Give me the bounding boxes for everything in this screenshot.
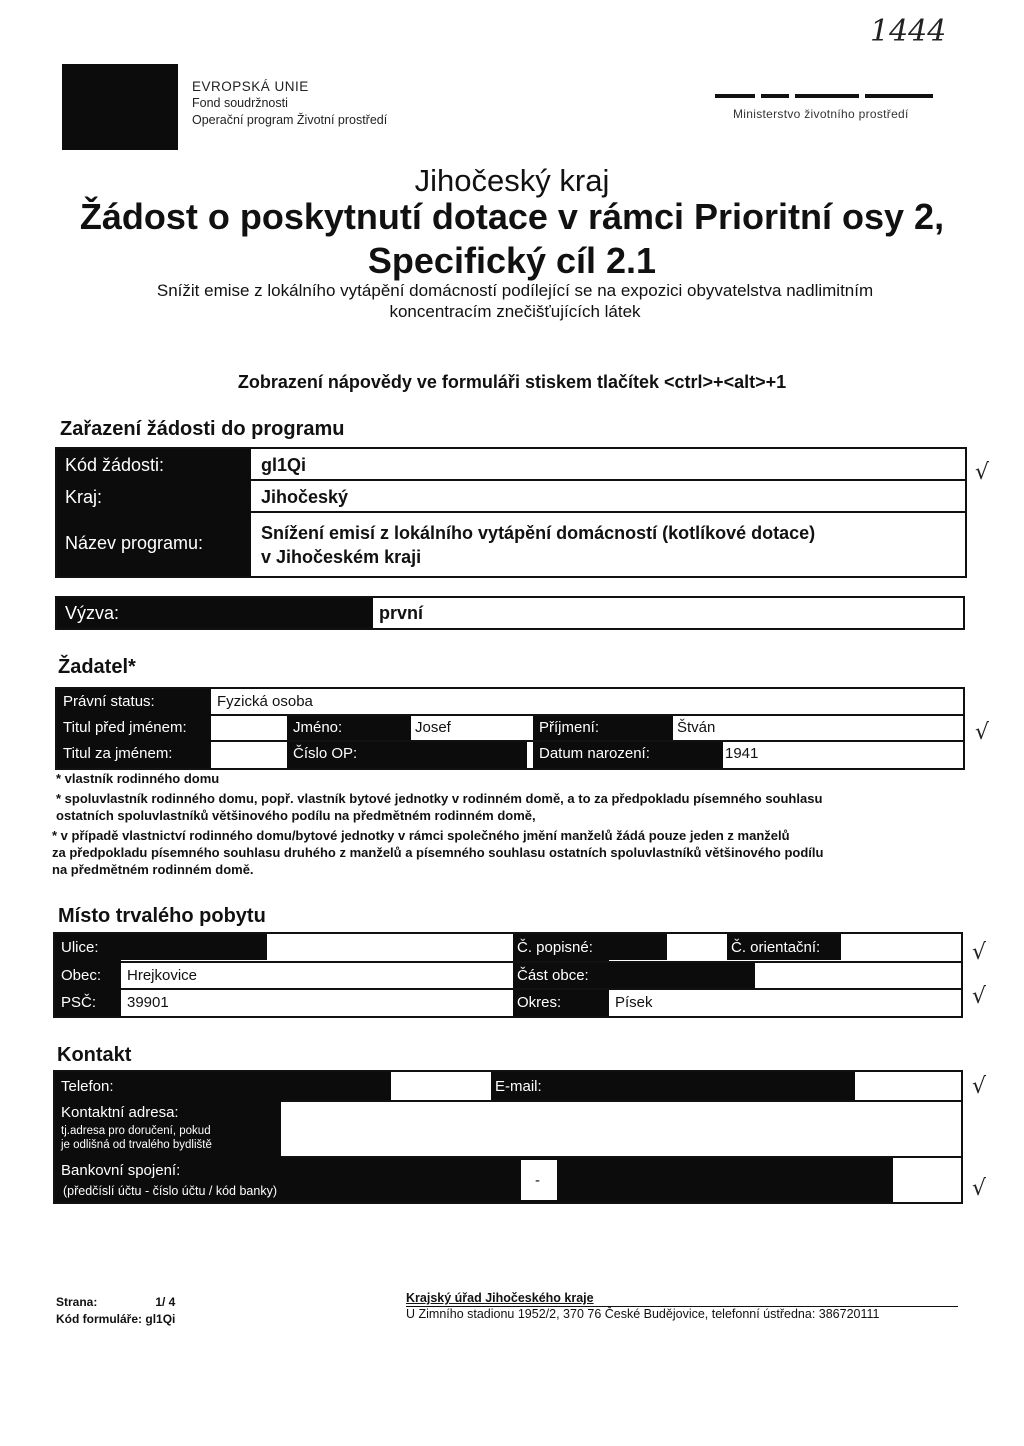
code-value: gl1Qi [261, 455, 307, 475]
call-label: Výzva: [65, 603, 120, 623]
id-card-label: Číslo OP: [293, 745, 358, 762]
footer-right [406, 1291, 958, 1322]
first-name-value: Josef [415, 719, 451, 736]
city-part-label: Část obce: [517, 967, 589, 984]
form-code-label: Kód formuláře: [56, 1312, 143, 1326]
email-label: E-mail: [495, 1078, 542, 1095]
applicant-note-1: * vlastník rodinného domu [56, 771, 220, 786]
applicant-note-2 [56, 790, 966, 824]
surname-label: Příjmení: [539, 719, 600, 736]
street-label: Ulice: [61, 939, 99, 956]
program-name-line1: Snížení emisí z lokálního vytápění domácností (kotlíkové dotace) [261, 523, 816, 543]
contact-address-hint [61, 1124, 212, 1152]
address-hint-line2: je odlišná od trvalého bydliště [61, 1139, 212, 1151]
office-address: U Zimního stadionu 1952/2, 370 76 České Budějovice, telefonní ústředna: 386720111 [406, 1306, 958, 1322]
check-mark: √ [972, 1074, 987, 1099]
footer-left [56, 1294, 175, 1328]
phone-redacted [281, 1072, 391, 1100]
form-title-line1: Žádost o poskytnutí dotace v rámci Prioritní osy 2, [79, 196, 945, 237]
eu-fund-text [192, 78, 387, 129]
program-name-label: Název programu: [65, 533, 204, 553]
district-value: Písek [615, 994, 653, 1011]
region-value: Jihočeský [261, 487, 349, 507]
check-mark: √ [972, 1176, 987, 1201]
check-mark: √ [972, 940, 987, 965]
eu-line3: Operační program Životní prostředí [192, 113, 388, 127]
form-subtitle [100, 280, 930, 322]
note-2-line2: ostatních spoluvlastníků většinového podílu na předmětném rodinném domě, [56, 808, 536, 823]
note-3-line1: * v případě vlastnictví rodinného domu/bytové jednotky v rámci společného jmění manželů žádá pouze jeden z manželů [52, 828, 790, 843]
program-table [55, 447, 967, 578]
bank-label: Bankovní spojení: [61, 1162, 181, 1179]
note-3-line3: na předmětném rodinném domě. [52, 862, 254, 877]
applicant-table [55, 687, 965, 770]
help-hint: Zobrazení nápovědy ve formuláři stiskem tlačítek <ctrl>+<alt>+1 [237, 372, 787, 392]
form-code-value: gl1Qi [145, 1312, 176, 1326]
program-name-value [261, 521, 815, 569]
region-label: Kraj: [65, 487, 103, 507]
call-value: první [379, 603, 424, 623]
section-heading-applicant: Žadatel* [58, 656, 136, 678]
city-label: Obec: [61, 967, 102, 984]
bank-dash: - [535, 1172, 540, 1189]
address-hint-line1: tj.adresa pro doručení, pokud [61, 1125, 211, 1137]
call-row [55, 596, 965, 630]
city-part-redacted [609, 962, 755, 988]
phone-label: Telefon: [61, 1078, 114, 1095]
region-title: Jihočeský kraj [414, 163, 610, 198]
orient-no-label: Č. orientační: [731, 939, 821, 956]
handwritten-number: 1444 [870, 14, 947, 49]
birth-date-redacted [673, 741, 723, 768]
page-value: 1/ 4 [155, 1295, 176, 1309]
id-card-redacted [411, 741, 527, 768]
contact-address-label: Kontaktní adresa: [61, 1104, 179, 1121]
page-label: Strana: [56, 1295, 98, 1309]
bank-hint: (předčíslí účtu - číslo účtu / kód banky) [63, 1184, 277, 1198]
office-name: Krajský úřad Jihočeského kraje [406, 1291, 594, 1305]
section-heading-contact: Kontakt [57, 1044, 132, 1066]
birth-date-value: 1941 [725, 745, 759, 762]
legal-status-value: Fyzická osoba [217, 693, 313, 710]
ministry-name: Ministerstvo životního prostředí [733, 107, 909, 121]
eu-line1: EVROPSKÁ UNIE [192, 79, 309, 94]
district-label: Okres: [517, 994, 562, 1011]
title-after-label: Titul za jménem: [63, 745, 173, 762]
surname-value: Štván [677, 719, 716, 736]
zip-label: PSČ: [61, 994, 97, 1011]
zip-value: 39901 [127, 994, 169, 1011]
street-redacted [121, 934, 267, 960]
section-heading-residence: Místo trvalého pobytu [58, 905, 266, 927]
check-mark: √ [975, 720, 990, 745]
code-label: Kód žádosti: [65, 455, 165, 475]
program-name-line2: v Jihočeském kraji [261, 547, 422, 567]
house-no-label: Č. popisné: [517, 939, 593, 956]
legal-status-label: Právní status: [63, 693, 155, 710]
check-mark: √ [972, 984, 987, 1009]
contact-table [53, 1070, 963, 1204]
subtitle-line2: koncentracím znečišťujících látek [389, 302, 641, 321]
check-mark: √ [975, 460, 990, 485]
note-2-line1: * spoluvlastník rodinného domu, popř. vlastník bytové jednotky v rodinném domě, a to za předpokladu písemného souhlasu [56, 791, 823, 806]
applicant-note-3 [52, 827, 967, 878]
section-heading-program: Zařazení žádosti do programu [60, 418, 345, 440]
birth-date-label: Datum narození: [539, 745, 650, 762]
title-before-label: Titul před jménem: [63, 719, 187, 736]
residence-table [53, 932, 963, 1018]
form-title-line2: Specifický cíl 2.1 [367, 240, 657, 281]
house-no-redacted [609, 934, 667, 960]
email-block [491, 1072, 855, 1100]
city-value: Hrejkovice [127, 967, 198, 984]
subtitle-line1: Snížit emise z lokálního vytápění domácností podílející se na expozici obyvatelstva nadlimitním [156, 281, 874, 300]
note-3-line2: za předpokladu písemného souhlasu druhého z manželů a písemného souhlasu ostatních spoluvlastníků většinového podílu [52, 845, 824, 860]
eu-line2: Fond soudržnosti [192, 96, 288, 110]
eu-logo [62, 64, 178, 150]
bank-block [281, 1158, 893, 1202]
ministry-logo-bars [715, 94, 933, 98]
first-name-label: Jméno: [293, 719, 343, 736]
